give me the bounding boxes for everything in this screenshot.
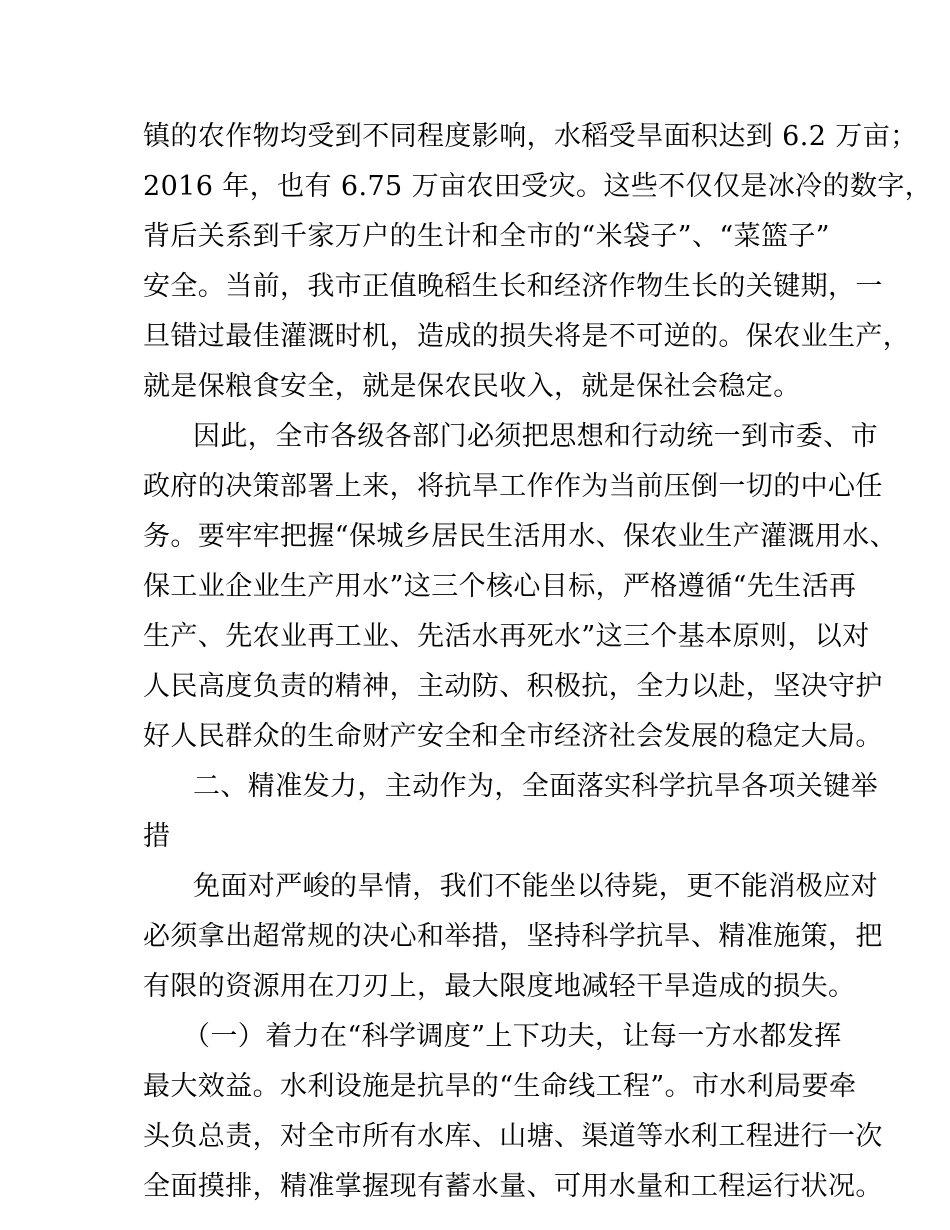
paragraph-line: （一）着力在“科学调度”上下功夫，让每一方水都发挥: [183, 1021, 842, 1052]
section-heading-line: 二、精准发力，主动作为，全面落实科学抗旱各项关键举: [193, 771, 878, 802]
paragraph-line: 最大效益。水利设施是抗旱的“生命线工程”。市水利局要牵: [143, 1071, 857, 1102]
paragraph-line: 人民高度负责的精神，主动防、积极抗，全力以赴，坚决守护: [143, 671, 883, 702]
paragraph-line: 生产、先农业再工业、先活水再死水”这三个基本原则，以对: [143, 621, 870, 652]
paragraph-line: 背后关系到千家万户的生计和全市的“米袋子”、“菜篮子”: [143, 221, 831, 252]
paragraph-line: 全面摸排，精准掌握现有蓄水量、可用水量和工程运行状况。: [143, 1171, 883, 1202]
paragraph-line: 务。要牢牢把握“保城乡居民生活用水、保农业生产灌溉用水、: [143, 521, 898, 552]
paragraph-line: 有限的资源用在刀刃上，最大限度地减轻干旱造成的损失。: [143, 971, 856, 1002]
paragraph-line: 保工业企业生产用水”这三个核心目标，严格遵循“先生活再: [143, 571, 857, 602]
paragraph-line: 政府的决策部署上来，将抗旱工作作为当前压倒一切的中心任: [143, 471, 883, 502]
paragraph-line: 就是保粮食安全，就是保农民收入，就是保社会稳定。: [143, 371, 801, 402]
paragraph-line: 旦错过最佳灌溉时机，造成的损失将是不可逆的。保农业生产，: [143, 321, 911, 352]
paragraph-line: 头负总责，对全市所有水库、山塘、渠道等水利工程进行一次: [143, 1121, 883, 1152]
paragraph-line: 镇的农作物均受到不同程度影响，水稻受旱面积达到 6.2 万亩；: [143, 121, 918, 152]
paragraph-line: 好人民群众的生命财产安全和全市经济社会发展的稳定大局。: [143, 721, 883, 752]
paragraph-line: 2016 年，也有 6.75 万亩农田受灾。这些不仅仅是冰冷的数字，: [143, 171, 933, 202]
paragraph-line: 必须拿出超常规的决心和举措，坚持科学抗旱、精准施策，把: [143, 921, 883, 952]
section-heading-line: 措: [143, 821, 171, 852]
paragraph-line: 安全。当前，我市正值晚稻生长和经济作物生长的关键期，一: [143, 271, 883, 302]
paragraph-line: 因此，全市各级各部门必须把思想和行动统一到市委、市: [193, 421, 878, 452]
paragraph-line: 免面对严峻的旱情，我们不能坐以待毙，更不能消极应对: [193, 871, 878, 902]
